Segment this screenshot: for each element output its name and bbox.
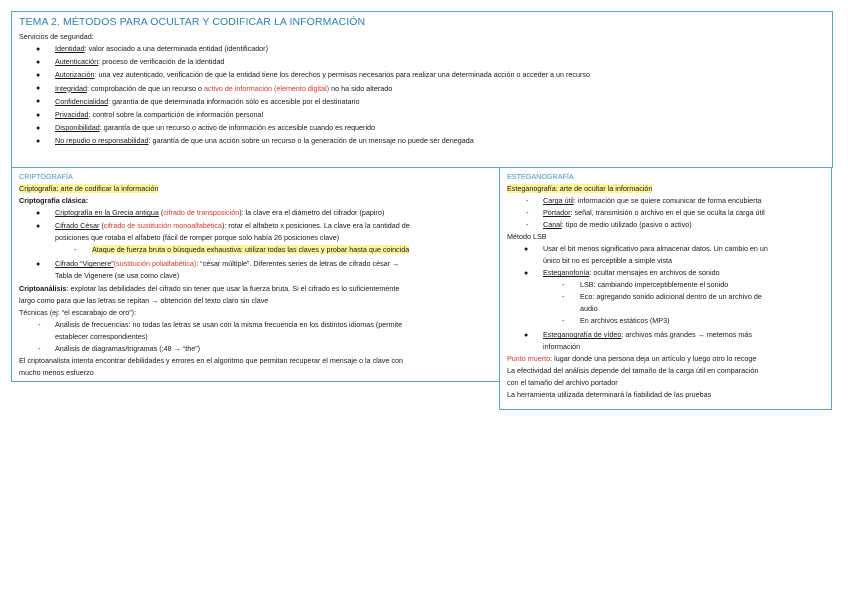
dash-icon: - (526, 220, 529, 229)
punto-muerto-rest: : lugar donde una persona deja un artículo y luego otro lo recoge (550, 354, 757, 363)
bullet-icon: ● (524, 270, 529, 277)
herramienta-line: La herramienta utilizada determinará la fiabilidad de las pruebas (507, 390, 712, 399)
dash-icon: - (38, 344, 41, 353)
service-term: Identidad (55, 44, 85, 53)
service-desc: : garantía de que una acción sobre un recurso o la generación de un mensaje no puede ser denegada (148, 136, 474, 146)
service-item (55, 69, 590, 81)
service-term: Integridad (55, 83, 87, 93)
bullet-icon: ● (524, 246, 529, 253)
sub-eco: Eco: agregando sonido adicional dentro de un archivo de (580, 292, 762, 301)
criptoanalisis-term: Criptoanálisis (19, 284, 67, 293)
security-services-panel (11, 11, 833, 168)
sub-mp3: En archivos estáticos (MP3) (580, 316, 670, 325)
service-item (55, 122, 375, 134)
diagramas-item: Análisis de diagramas/trigramas (;48 → “the”) (55, 344, 200, 353)
definition-line (507, 183, 652, 195)
dash-icon: - (526, 196, 529, 205)
bullet-icon: ● (36, 45, 41, 53)
video-item (543, 329, 752, 341)
intro-text: Servicios de seguridad: (19, 32, 94, 41)
classic-colon: : (85, 196, 89, 205)
criptoanalisis-cont: largo como para que las letras se repitan → obtención del texto claro sin clave (19, 296, 269, 305)
carga-item (543, 195, 762, 207)
service-desc: : proceso de verificación de la identidad (98, 57, 225, 67)
sub-lsb: LSB: cambiando imperceptiblemente el sonido (580, 280, 729, 289)
page-title: TEMA 2. MÉTODOS PARA OCULTAR Y CODIFICAR LA INFORMACIÓN (19, 16, 366, 28)
vigenere-item (55, 258, 399, 270)
video-term: Esteganografía de vídeo (543, 330, 622, 339)
portador-term: Portador (543, 208, 571, 217)
service-desc: : valor asociado a una determinada entidad (identificador) (84, 44, 268, 53)
dash-icon: - (562, 292, 565, 301)
criptoanalisis-line (19, 283, 399, 295)
cesar-term: Cifrado César (55, 221, 100, 230)
classic-label: Criptografía clásica (19, 196, 86, 205)
service-desc: : comprobación de que un recurso o (86, 83, 205, 93)
metodo-lsb: Método LSB (507, 232, 547, 241)
service-desc-end: no ha sido alterado (329, 83, 393, 93)
service-item (55, 135, 474, 147)
grecia-open: ( (158, 208, 164, 217)
service-term: No repudio o responsabilidad (55, 136, 149, 146)
service-desc: : garantía de que determinada información sólo es accesible por el destinatario (108, 96, 360, 106)
service-item (55, 83, 392, 95)
bullet-icon: ● (36, 124, 41, 132)
service-desc: : control sobre la compartición de información personal (88, 110, 264, 119)
definition-highlight: Criptografía: arte de codificar la información (19, 184, 159, 193)
canal-term: Canal (543, 220, 562, 229)
ataque-item (92, 244, 409, 256)
service-desc: : garantía de que un recurso o activo de información es accesible cuando es requerido (99, 123, 376, 133)
estegafonia-rest: : ocultar mensajes en archivos de sonido (589, 268, 720, 277)
section-title-steganography: ESTEGANOGRAFÍA (507, 172, 574, 181)
efectividad-cont: con el tamaño del archivo portador (507, 378, 618, 387)
bullet-icon: ● (36, 223, 41, 230)
lsb-item: Usar el bit menos significativo para almacenar datos. Un cambio en un (543, 244, 768, 253)
bullet-icon: ● (36, 210, 41, 217)
video-rest: : archivos más grandes → metemos más (621, 330, 752, 339)
vigenere-term: Cifrado “Vigenere” (55, 259, 114, 268)
portador-item (543, 207, 765, 219)
canal-rest: : tipo de medio utilizado (pasivo o activo) (561, 220, 692, 229)
lsb-item-cont: único bit no es perceptible a simple vista (543, 256, 673, 265)
service-term: Confidencialidad (55, 96, 109, 106)
section-title-cryptography: CRIPTOGRAFÍA (19, 172, 73, 181)
service-item (55, 43, 268, 55)
bullet-icon: ● (36, 58, 41, 66)
carga-term: Carga útil (543, 196, 574, 205)
service-term: Disponibilidad (55, 123, 100, 133)
service-term: Autorización (55, 70, 95, 80)
dash-icon: - (526, 208, 529, 217)
tecnicas-line: Técnicas (ej: “el escarabajo de oro”): (19, 308, 137, 317)
sub-eco-cont: audio (580, 304, 598, 313)
cesar-item (55, 220, 410, 232)
efectividad-line: La efectividad del análisis depende del tamaño de la carga útil en comparación (507, 366, 759, 375)
bullet-icon: ● (36, 111, 41, 119)
bullet-icon: ● (36, 98, 41, 106)
grecia-term: Criptografía en la Grecia antigua (55, 208, 159, 217)
final-line: El criptoanalista intenta encontrar debilidades y errores en el algoritmo que permitan recuperar el mensaje o la clave con (19, 356, 403, 365)
dash-icon: - (38, 320, 41, 329)
portador-rest: : señal, transmisión o archivo en el que se oculta la carga útil (570, 208, 765, 217)
vigenere-rest: : “césar múltiple”. Diferentes series de letras de cifrado césar → (196, 259, 400, 268)
bullet-icon: ● (36, 85, 41, 93)
grecia-rest: ): la clave era el diámetro del cifrador (papiro) (239, 208, 385, 217)
steganography-panel (499, 167, 832, 410)
service-item (55, 56, 224, 68)
cesar-red: cifrado de sustitución monoalfabética (103, 221, 222, 230)
video-item-cont: información (543, 342, 581, 351)
punto-muerto-term: Punto muerto (507, 354, 551, 363)
grecia-item (55, 207, 384, 219)
final-line-cont: mucho menos esfuerzo (19, 368, 94, 377)
classic-heading (19, 195, 88, 207)
canal-item (543, 219, 692, 231)
dash-icon: - (74, 245, 77, 254)
definition-highlight: Esteganografía: arte de ocultar la información (507, 184, 653, 193)
service-term: Privacidad (55, 110, 89, 119)
ataque-highlight: Ataque de fuerza bruta o búsqueda exhaustiva: utilizar todas las claves y probar hasta que coincida (92, 245, 410, 254)
service-desc-highlight: activo de información (elemento digital) (204, 83, 330, 93)
cesar-open: ( (99, 221, 104, 230)
service-item (55, 109, 263, 121)
bullet-icon: ● (36, 137, 41, 145)
cesar-rest: ): rotar el alfabeto x posiciones. La clave era la cantidad de (222, 221, 410, 230)
criptoanalisis-rest: : explotar las debilidades del cifrado sin tener que usar la fuerza bruta. Si el cifrado es lo suficientemente (66, 284, 400, 293)
service-item (55, 96, 359, 108)
vigenere-red: (sustitución polialfabética) (113, 259, 197, 268)
punto-muerto-line (507, 353, 756, 365)
bullet-icon: ● (36, 71, 41, 79)
vigenere-item-cont: Tabla de Vigenere (se usa como clave) (55, 271, 180, 280)
bullet-icon: ● (36, 261, 41, 268)
service-desc: : una vez autenticado, verificación de que la entidad tiene los derechos y permisos necesarios para realizar una determinada acción o acceder a un recurso (94, 70, 590, 80)
grecia-red: cifrado de transposición (163, 208, 240, 217)
dash-icon: - (562, 280, 565, 289)
cryptography-panel (11, 167, 500, 382)
definition-line (19, 183, 158, 195)
service-term: Autenticación (55, 57, 99, 67)
frecuencias-cont: establecer correspondientes) (55, 332, 148, 341)
cesar-item-cont: posiciones que rotaba el alfabeto (fácil de romper porque solo había 26 posiciones clave) (55, 233, 340, 242)
estegafonia-item (543, 267, 720, 279)
carga-rest: : información que se quiere comunicar de forma encubierta (573, 196, 762, 205)
bullet-icon: ● (524, 332, 529, 339)
frecuencias-item: Análisis de frecuencias: no todas las letras se usan con la misma frecuencia en los distintos idiomas (permite (55, 320, 403, 329)
estegafonia-term: Esteganofonía (543, 268, 590, 277)
dash-icon: - (562, 316, 565, 325)
